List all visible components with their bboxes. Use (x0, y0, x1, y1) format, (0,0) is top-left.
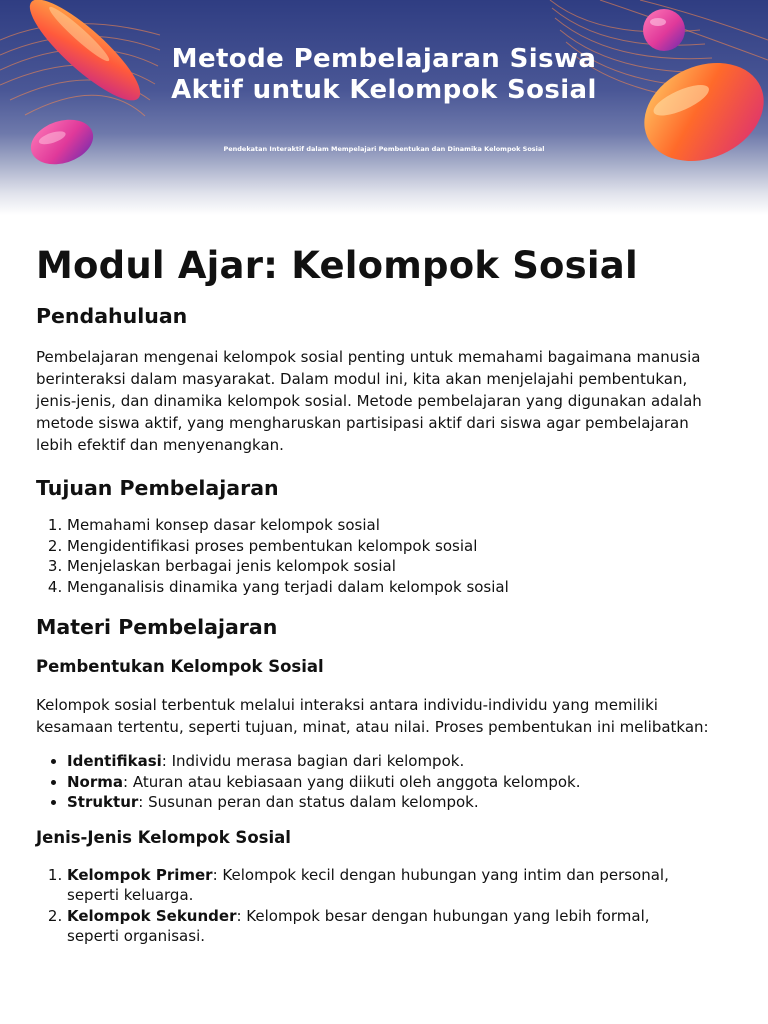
type-term: Kelompok Sekunder (67, 906, 237, 925)
formation-term: Struktur (67, 793, 139, 811)
formation-item (67, 751, 726, 772)
goal-item: 1. Memahami konsep dasar kelompok sosial (67, 515, 726, 536)
formation-item (67, 772, 726, 793)
types-list (36, 865, 726, 947)
formation-heading: Pembentukan Kelompok Sosial (36, 657, 324, 676)
goal-item: 4. Menganalisis dinamika yang terjadi dalam kelompok sosial (67, 577, 726, 598)
goal-item: 3. Menjelaskan berbagai jenis kelompok sosial (67, 556, 726, 577)
goals-list (36, 515, 726, 597)
type-item (67, 906, 686, 947)
intro-heading: Pendahuluan (36, 304, 188, 328)
intro-paragraph: Pembelajaran mengenai kelompok sosial penting untuk memahami bagaimana manusia berinteraksi dalam masyarakat. Dalam modul ini, kita akan menjelajahi pembentukan, jenis-jenis, dan dinamika kelompok sosial. Metode pembelajaran yang digunakan adalah metode siswa aktif, yang mengharuskan partisipasi aktif dari siswa agar pembelajaran lebih efektif dan menyenangkan. (36, 348, 702, 454)
goal-item: 2. Mengidentifikasi proses pembentukan kelompok sosial (67, 536, 726, 557)
banner-decoration (0, 0, 768, 215)
type-item (67, 865, 686, 906)
type-desc: : Kelompok kecil dengan hubungan yang intim dan personal, seperti keluarga. (67, 865, 669, 904)
banner-subtitle: Pendekatan Interaktif dalam Mempelajari Pembentukan dan Dinamika Kelompok Sosial (223, 145, 545, 153)
formation-desc: : Susunan peran dan status dalam kelompok. (138, 793, 479, 811)
types-heading: Jenis-Jenis Kelompok Sosial (36, 827, 291, 847)
document-body (36, 240, 726, 947)
goals-heading: Tujuan Pembelajaran (36, 476, 279, 500)
formation-desc: : Aturan atau kebiasaan yang diikuti oleh anggota kelompok. (123, 772, 581, 791)
formation-item (67, 792, 726, 813)
document-title: Modul Ajar: Kelompok Sosial (36, 244, 638, 287)
formation-term: Norma (67, 772, 124, 791)
material-heading: Materi Pembelajaran (36, 615, 278, 639)
formation-desc: : Individu merasa bagian dari kelompok. (161, 752, 465, 770)
formation-term: Identifikasi (67, 752, 162, 770)
header-banner (0, 0, 768, 215)
formation-list (36, 751, 726, 813)
formation-paragraph: Kelompok sosial terbentuk melalui interaksi antara individu-individu yang memiliki kesamaan tertentu, seperti tujuan, minat, atau nilai. Proses pembentukan ini melibatkan: (36, 696, 709, 736)
type-desc: : Kelompok besar dengan hubungan yang lebih formal, seperti organisasi. (67, 906, 650, 945)
banner-title: Metode Pembelajaran Siswa Aktif untuk Kelompok Sosial (171, 44, 597, 105)
type-term: Kelompok Primer (67, 865, 213, 884)
